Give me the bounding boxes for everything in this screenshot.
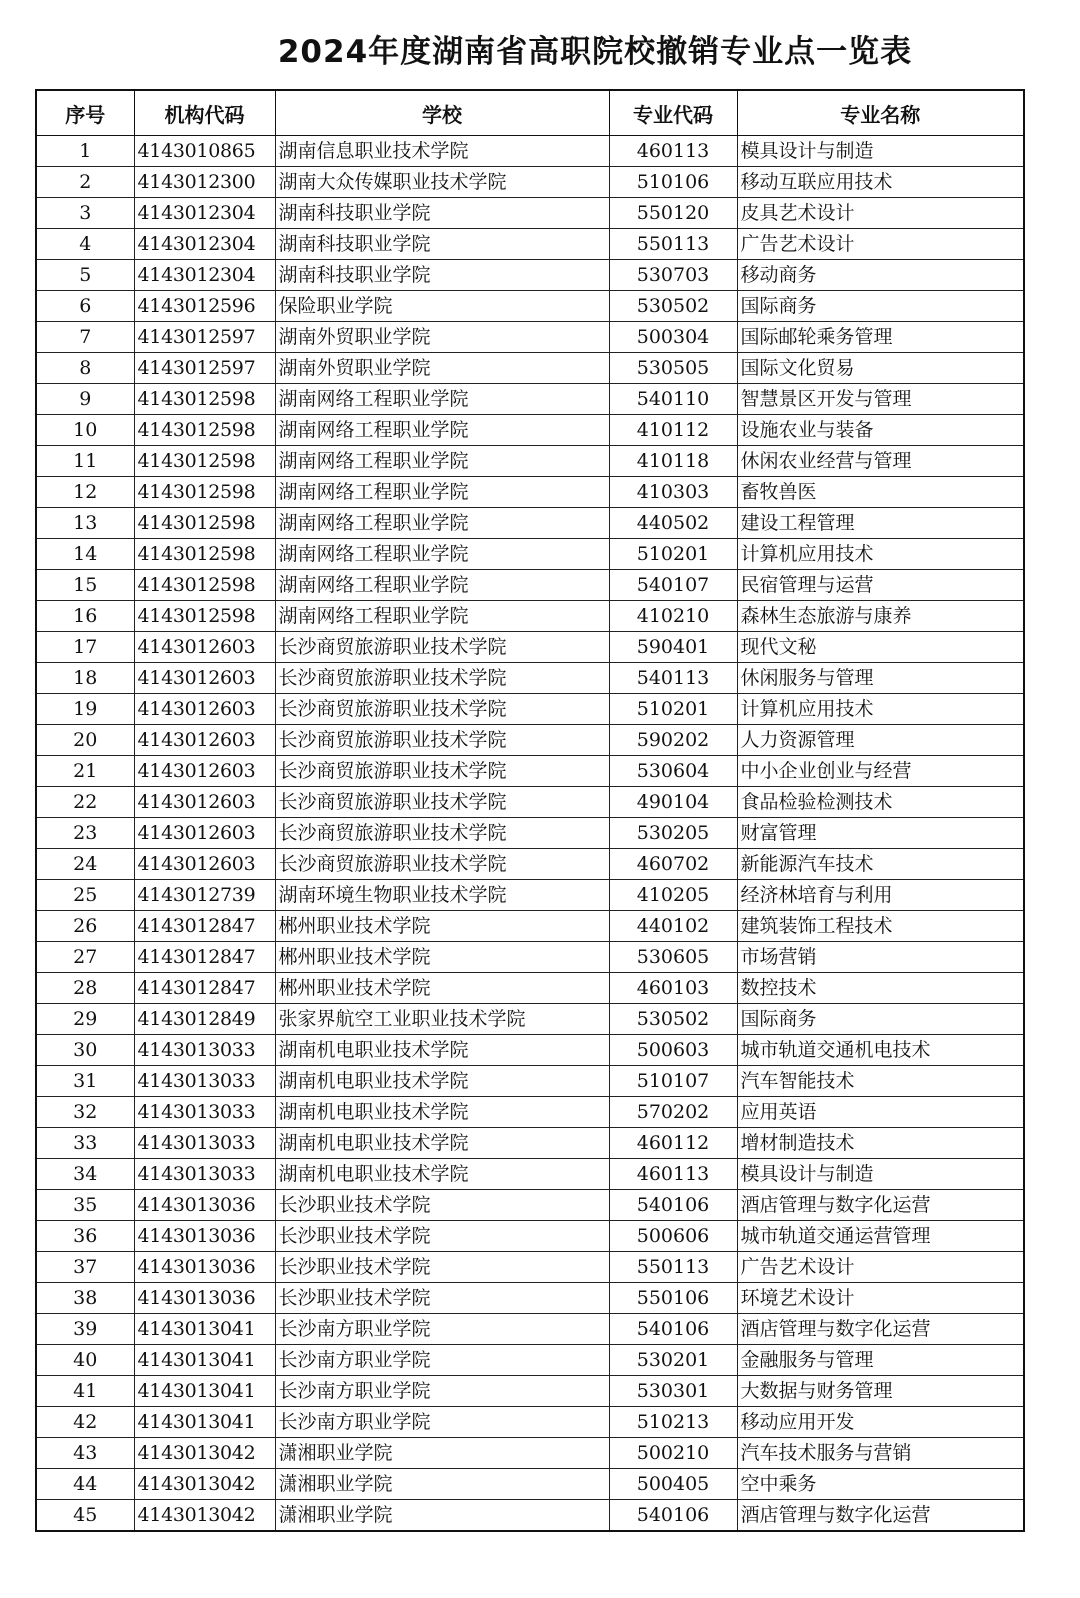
table-row bbox=[36, 1128, 1024, 1159]
table-header-row bbox=[36, 90, 1024, 136]
table-row bbox=[36, 1314, 1024, 1345]
cell-school: 长沙商贸旅游职业技术学院 bbox=[275, 818, 609, 849]
cell-school: 长沙南方职业学院 bbox=[275, 1345, 609, 1376]
header-org-code: 机构代码 bbox=[134, 90, 275, 136]
cell-major-code: 410303 bbox=[609, 477, 737, 508]
cell-org-code: 4143013033 bbox=[134, 1035, 275, 1066]
table-row bbox=[36, 818, 1024, 849]
cell-seq: 16 bbox=[36, 601, 134, 632]
cell-school: 长沙商贸旅游职业技术学院 bbox=[275, 694, 609, 725]
table-row bbox=[36, 570, 1024, 601]
cell-major-name: 设施农业与装备 bbox=[737, 415, 1024, 446]
cell-school: 郴州职业技术学院 bbox=[275, 942, 609, 973]
cell-org-code: 4143012847 bbox=[134, 911, 275, 942]
cell-org-code: 4143012603 bbox=[134, 663, 275, 694]
table-row bbox=[36, 477, 1024, 508]
header-major-name: 专业名称 bbox=[737, 90, 1024, 136]
cell-school: 湖南机电职业技术学院 bbox=[275, 1066, 609, 1097]
cell-org-code: 4143012603 bbox=[134, 818, 275, 849]
cell-seq: 11 bbox=[36, 446, 134, 477]
table-row bbox=[36, 1066, 1024, 1097]
cell-org-code: 4143013041 bbox=[134, 1314, 275, 1345]
cell-school: 长沙职业技术学院 bbox=[275, 1252, 609, 1283]
cell-major-name: 国际商务 bbox=[737, 1004, 1024, 1035]
cell-school: 湖南网络工程职业学院 bbox=[275, 384, 609, 415]
cell-major-code: 410112 bbox=[609, 415, 737, 446]
cell-seq: 13 bbox=[36, 508, 134, 539]
table-row bbox=[36, 1438, 1024, 1469]
cell-org-code: 4143012739 bbox=[134, 880, 275, 911]
cell-major-name: 中小企业创业与经营 bbox=[737, 756, 1024, 787]
cell-seq: 44 bbox=[36, 1469, 134, 1500]
cell-seq: 37 bbox=[36, 1252, 134, 1283]
cell-seq: 8 bbox=[36, 353, 134, 384]
cell-org-code: 4143012598 bbox=[134, 601, 275, 632]
cell-major-name: 建设工程管理 bbox=[737, 508, 1024, 539]
cell-major-code: 510107 bbox=[609, 1066, 737, 1097]
cell-seq: 40 bbox=[36, 1345, 134, 1376]
cell-org-code: 4143012598 bbox=[134, 446, 275, 477]
cell-seq: 31 bbox=[36, 1066, 134, 1097]
cell-major-code: 540113 bbox=[609, 663, 737, 694]
table-row bbox=[36, 1500, 1024, 1532]
cell-school: 湖南机电职业技术学院 bbox=[275, 1128, 609, 1159]
cell-major-name: 计算机应用技术 bbox=[737, 694, 1024, 725]
cell-seq: 5 bbox=[36, 260, 134, 291]
cell-org-code: 4143012603 bbox=[134, 787, 275, 818]
table-row bbox=[36, 1221, 1024, 1252]
cell-major-code: 510213 bbox=[609, 1407, 737, 1438]
cell-school: 湖南网络工程职业学院 bbox=[275, 601, 609, 632]
cell-school: 长沙商贸旅游职业技术学院 bbox=[275, 787, 609, 818]
cell-major-name: 森林生态旅游与康养 bbox=[737, 601, 1024, 632]
cell-school: 湖南外贸职业学院 bbox=[275, 353, 609, 384]
table-row bbox=[36, 663, 1024, 694]
table-row bbox=[36, 756, 1024, 787]
cell-school: 湖南网络工程职业学院 bbox=[275, 415, 609, 446]
cell-org-code: 4143012847 bbox=[134, 942, 275, 973]
header-school: 学校 bbox=[275, 90, 609, 136]
cell-major-code: 460103 bbox=[609, 973, 737, 1004]
header-major-code: 专业代码 bbox=[609, 90, 737, 136]
cell-major-code: 530605 bbox=[609, 942, 737, 973]
cell-major-name: 新能源汽车技术 bbox=[737, 849, 1024, 880]
cell-seq: 12 bbox=[36, 477, 134, 508]
cell-major-name: 移动互联应用技术 bbox=[737, 167, 1024, 198]
cell-seq: 43 bbox=[36, 1438, 134, 1469]
cell-seq: 7 bbox=[36, 322, 134, 353]
cell-major-name: 国际商务 bbox=[737, 291, 1024, 322]
cell-major-code: 410210 bbox=[609, 601, 737, 632]
cell-seq: 22 bbox=[36, 787, 134, 818]
cell-major-code: 590401 bbox=[609, 632, 737, 663]
cell-seq: 10 bbox=[36, 415, 134, 446]
cell-school: 长沙职业技术学院 bbox=[275, 1221, 609, 1252]
cell-major-name: 汽车技术服务与营销 bbox=[737, 1438, 1024, 1469]
table-row bbox=[36, 911, 1024, 942]
cell-seq: 27 bbox=[36, 942, 134, 973]
cell-major-name: 人力资源管理 bbox=[737, 725, 1024, 756]
cell-major-code: 440102 bbox=[609, 911, 737, 942]
cell-major-name: 皮具艺术设计 bbox=[737, 198, 1024, 229]
cell-seq: 32 bbox=[36, 1097, 134, 1128]
table-row bbox=[36, 725, 1024, 756]
cell-org-code: 4143012849 bbox=[134, 1004, 275, 1035]
cell-org-code: 4143013036 bbox=[134, 1221, 275, 1252]
cell-seq: 25 bbox=[36, 880, 134, 911]
table-row bbox=[36, 291, 1024, 322]
cell-org-code: 4143012598 bbox=[134, 415, 275, 446]
cell-major-code: 500405 bbox=[609, 1469, 737, 1500]
cell-school: 潇湘职业学院 bbox=[275, 1438, 609, 1469]
cell-seq: 26 bbox=[36, 911, 134, 942]
cell-major-name: 大数据与财务管理 bbox=[737, 1376, 1024, 1407]
table-row bbox=[36, 1469, 1024, 1500]
table-row bbox=[36, 942, 1024, 973]
cell-seq: 34 bbox=[36, 1159, 134, 1190]
table-row bbox=[36, 1252, 1024, 1283]
cell-school: 郴州职业技术学院 bbox=[275, 973, 609, 1004]
cell-major-name: 建筑装饰工程技术 bbox=[737, 911, 1024, 942]
cell-school: 长沙南方职业学院 bbox=[275, 1376, 609, 1407]
cell-major-code: 530205 bbox=[609, 818, 737, 849]
cell-major-name: 增材制造技术 bbox=[737, 1128, 1024, 1159]
cell-org-code: 4143013036 bbox=[134, 1283, 275, 1314]
table-row bbox=[36, 694, 1024, 725]
cell-major-code: 540106 bbox=[609, 1500, 737, 1532]
cell-major-name: 城市轨道交通机电技术 bbox=[737, 1035, 1024, 1066]
cell-school: 湖南网络工程职业学院 bbox=[275, 508, 609, 539]
cell-org-code: 4143013041 bbox=[134, 1345, 275, 1376]
table-row bbox=[36, 1097, 1024, 1128]
cell-org-code: 4143012597 bbox=[134, 353, 275, 384]
cell-org-code: 4143012603 bbox=[134, 632, 275, 663]
cell-major-name: 经济林培育与利用 bbox=[737, 880, 1024, 911]
cell-major-code: 530201 bbox=[609, 1345, 737, 1376]
cell-major-name: 财富管理 bbox=[737, 818, 1024, 849]
cell-org-code: 4143013036 bbox=[134, 1190, 275, 1221]
cell-school: 潇湘职业学院 bbox=[275, 1500, 609, 1532]
cell-seq: 9 bbox=[36, 384, 134, 415]
cell-major-name: 国际邮轮乘务管理 bbox=[737, 322, 1024, 353]
cell-major-name: 应用英语 bbox=[737, 1097, 1024, 1128]
cell-school: 湖南外贸职业学院 bbox=[275, 322, 609, 353]
table-row bbox=[36, 322, 1024, 353]
cell-major-name: 移动商务 bbox=[737, 260, 1024, 291]
table-row bbox=[36, 1345, 1024, 1376]
table-body bbox=[36, 136, 1024, 1532]
cell-school: 长沙商贸旅游职业技术学院 bbox=[275, 756, 609, 787]
cell-major-code: 530502 bbox=[609, 291, 737, 322]
cell-org-code: 4143010865 bbox=[134, 136, 275, 167]
cell-school: 张家界航空工业职业技术学院 bbox=[275, 1004, 609, 1035]
cell-major-code: 540107 bbox=[609, 570, 737, 601]
cell-school: 长沙南方职业学院 bbox=[275, 1314, 609, 1345]
cell-org-code: 4143012596 bbox=[134, 291, 275, 322]
cell-seq: 23 bbox=[36, 818, 134, 849]
table-row bbox=[36, 1004, 1024, 1035]
cell-major-code: 500606 bbox=[609, 1221, 737, 1252]
cell-org-code: 4143012598 bbox=[134, 384, 275, 415]
cell-org-code: 4143013033 bbox=[134, 1128, 275, 1159]
table-row bbox=[36, 167, 1024, 198]
cell-major-name: 广告艺术设计 bbox=[737, 1252, 1024, 1283]
cell-school: 湖南网络工程职业学院 bbox=[275, 570, 609, 601]
cell-school: 湖南科技职业学院 bbox=[275, 260, 609, 291]
cell-major-name: 现代文秘 bbox=[737, 632, 1024, 663]
cell-seq: 19 bbox=[36, 694, 134, 725]
cell-major-name: 国际文化贸易 bbox=[737, 353, 1024, 384]
cell-major-name: 移动应用开发 bbox=[737, 1407, 1024, 1438]
cell-major-code: 460702 bbox=[609, 849, 737, 880]
cell-major-code: 510201 bbox=[609, 539, 737, 570]
cell-seq: 18 bbox=[36, 663, 134, 694]
cell-seq: 15 bbox=[36, 570, 134, 601]
cell-seq: 38 bbox=[36, 1283, 134, 1314]
cell-major-code: 500210 bbox=[609, 1438, 737, 1469]
cell-org-code: 4143012598 bbox=[134, 508, 275, 539]
cell-org-code: 4143013041 bbox=[134, 1376, 275, 1407]
majors-table bbox=[35, 89, 1025, 1532]
cell-major-code: 590202 bbox=[609, 725, 737, 756]
cell-school: 长沙商贸旅游职业技术学院 bbox=[275, 663, 609, 694]
cell-major-code: 460113 bbox=[609, 136, 737, 167]
cell-major-code: 550120 bbox=[609, 198, 737, 229]
cell-major-code: 570202 bbox=[609, 1097, 737, 1128]
cell-major-name: 模具设计与制造 bbox=[737, 136, 1024, 167]
cell-major-code: 460113 bbox=[609, 1159, 737, 1190]
cell-major-code: 490104 bbox=[609, 787, 737, 818]
cell-seq: 3 bbox=[36, 198, 134, 229]
cell-major-code: 530604 bbox=[609, 756, 737, 787]
cell-major-name: 休闲服务与管理 bbox=[737, 663, 1024, 694]
cell-school: 潇湘职业学院 bbox=[275, 1469, 609, 1500]
cell-org-code: 4143012300 bbox=[134, 167, 275, 198]
cell-org-code: 4143012603 bbox=[134, 694, 275, 725]
cell-major-name: 模具设计与制造 bbox=[737, 1159, 1024, 1190]
cell-org-code: 4143012603 bbox=[134, 756, 275, 787]
table-row bbox=[36, 1283, 1024, 1314]
cell-school: 长沙商贸旅游职业技术学院 bbox=[275, 849, 609, 880]
table-row bbox=[36, 260, 1024, 291]
table-row bbox=[36, 353, 1024, 384]
cell-seq: 4 bbox=[36, 229, 134, 260]
cell-school: 湖南环境生物职业技术学院 bbox=[275, 880, 609, 911]
cell-major-code: 530301 bbox=[609, 1376, 737, 1407]
cell-school: 湖南大众传媒职业技术学院 bbox=[275, 167, 609, 198]
cell-major-code: 540110 bbox=[609, 384, 737, 415]
cell-major-name: 环境艺术设计 bbox=[737, 1283, 1024, 1314]
cell-school: 湖南信息职业技术学院 bbox=[275, 136, 609, 167]
cell-major-code: 440502 bbox=[609, 508, 737, 539]
cell-school: 湖南机电职业技术学院 bbox=[275, 1159, 609, 1190]
cell-seq: 14 bbox=[36, 539, 134, 570]
cell-major-code: 540106 bbox=[609, 1190, 737, 1221]
cell-major-name: 汽车智能技术 bbox=[737, 1066, 1024, 1097]
cell-seq: 2 bbox=[36, 167, 134, 198]
table-row bbox=[36, 508, 1024, 539]
cell-org-code: 4143013033 bbox=[134, 1159, 275, 1190]
cell-school: 长沙商贸旅游职业技术学院 bbox=[275, 632, 609, 663]
cell-major-name: 广告艺术设计 bbox=[737, 229, 1024, 260]
table-row bbox=[36, 1190, 1024, 1221]
cell-school: 湖南网络工程职业学院 bbox=[275, 539, 609, 570]
cell-school: 湖南机电职业技术学院 bbox=[275, 1035, 609, 1066]
cell-seq: 30 bbox=[36, 1035, 134, 1066]
cell-org-code: 4143013042 bbox=[134, 1469, 275, 1500]
table-row bbox=[36, 136, 1024, 167]
cell-seq: 41 bbox=[36, 1376, 134, 1407]
cell-org-code: 4143012304 bbox=[134, 198, 275, 229]
cell-seq: 36 bbox=[36, 1221, 134, 1252]
cell-org-code: 4143012603 bbox=[134, 725, 275, 756]
cell-major-code: 550113 bbox=[609, 229, 737, 260]
table-row bbox=[36, 973, 1024, 1004]
cell-seq: 33 bbox=[36, 1128, 134, 1159]
cell-seq: 45 bbox=[36, 1500, 134, 1532]
cell-org-code: 4143012598 bbox=[134, 539, 275, 570]
cell-org-code: 4143012304 bbox=[134, 260, 275, 291]
table-row bbox=[36, 415, 1024, 446]
cell-major-name: 计算机应用技术 bbox=[737, 539, 1024, 570]
cell-major-code: 550113 bbox=[609, 1252, 737, 1283]
cell-org-code: 4143013041 bbox=[134, 1407, 275, 1438]
cell-org-code: 4143012603 bbox=[134, 849, 275, 880]
cell-org-code: 4143013036 bbox=[134, 1252, 275, 1283]
cell-major-name: 民宿管理与运营 bbox=[737, 570, 1024, 601]
cell-org-code: 4143012597 bbox=[134, 322, 275, 353]
cell-major-code: 500603 bbox=[609, 1035, 737, 1066]
table-row bbox=[36, 1407, 1024, 1438]
table-row bbox=[36, 880, 1024, 911]
cell-major-name: 畜牧兽医 bbox=[737, 477, 1024, 508]
page-title: 2024年度湖南省高职院校撤销专业点一览表 bbox=[277, 34, 913, 70]
cell-school: 长沙南方职业学院 bbox=[275, 1407, 609, 1438]
cell-org-code: 4143013033 bbox=[134, 1066, 275, 1097]
cell-major-code: 530505 bbox=[609, 353, 737, 384]
cell-major-name: 酒店管理与数字化运营 bbox=[737, 1500, 1024, 1532]
cell-org-code: 4143012304 bbox=[134, 229, 275, 260]
cell-seq: 21 bbox=[36, 756, 134, 787]
cell-major-name: 食品检验检测技术 bbox=[737, 787, 1024, 818]
cell-major-name: 酒店管理与数字化运营 bbox=[737, 1314, 1024, 1345]
cell-major-code: 550106 bbox=[609, 1283, 737, 1314]
cell-major-name: 空中乘务 bbox=[737, 1469, 1024, 1500]
table-row bbox=[36, 1159, 1024, 1190]
cell-seq: 28 bbox=[36, 973, 134, 1004]
header-seq: 序号 bbox=[36, 90, 134, 136]
cell-org-code: 4143012598 bbox=[134, 570, 275, 601]
cell-major-name: 酒店管理与数字化运营 bbox=[737, 1190, 1024, 1221]
cell-school: 湖南科技职业学院 bbox=[275, 198, 609, 229]
cell-org-code: 4143013033 bbox=[134, 1097, 275, 1128]
cell-school: 保险职业学院 bbox=[275, 291, 609, 322]
table-row bbox=[36, 446, 1024, 477]
cell-major-name: 金融服务与管理 bbox=[737, 1345, 1024, 1376]
cell-seq: 42 bbox=[36, 1407, 134, 1438]
cell-major-code: 510106 bbox=[609, 167, 737, 198]
cell-school: 湖南科技职业学院 bbox=[275, 229, 609, 260]
table-row bbox=[36, 229, 1024, 260]
cell-major-name: 数控技术 bbox=[737, 973, 1024, 1004]
cell-major-code: 410118 bbox=[609, 446, 737, 477]
table-row bbox=[36, 787, 1024, 818]
cell-school: 湖南网络工程职业学院 bbox=[275, 446, 609, 477]
table-row bbox=[36, 1035, 1024, 1066]
cell-major-name: 市场营销 bbox=[737, 942, 1024, 973]
cell-seq: 29 bbox=[36, 1004, 134, 1035]
cell-major-name: 智慧景区开发与管理 bbox=[737, 384, 1024, 415]
cell-major-code: 410205 bbox=[609, 880, 737, 911]
cell-major-code: 530502 bbox=[609, 1004, 737, 1035]
table-row bbox=[36, 198, 1024, 229]
table-row bbox=[36, 539, 1024, 570]
cell-org-code: 4143013042 bbox=[134, 1438, 275, 1469]
table-row bbox=[36, 849, 1024, 880]
cell-seq: 35 bbox=[36, 1190, 134, 1221]
cell-major-code: 460112 bbox=[609, 1128, 737, 1159]
table-row bbox=[36, 601, 1024, 632]
cell-seq: 6 bbox=[36, 291, 134, 322]
cell-school: 长沙职业技术学院 bbox=[275, 1190, 609, 1221]
cell-org-code: 4143013042 bbox=[134, 1500, 275, 1532]
cell-major-code: 530703 bbox=[609, 260, 737, 291]
cell-seq: 20 bbox=[36, 725, 134, 756]
cell-seq: 39 bbox=[36, 1314, 134, 1345]
table-row bbox=[36, 1376, 1024, 1407]
cell-seq: 17 bbox=[36, 632, 134, 663]
cell-school: 长沙商贸旅游职业技术学院 bbox=[275, 725, 609, 756]
cell-seq: 1 bbox=[36, 136, 134, 167]
cell-school: 长沙职业技术学院 bbox=[275, 1283, 609, 1314]
cell-org-code: 4143012598 bbox=[134, 477, 275, 508]
cell-major-code: 510201 bbox=[609, 694, 737, 725]
cell-school: 湖南机电职业技术学院 bbox=[275, 1097, 609, 1128]
cell-org-code: 4143012847 bbox=[134, 973, 275, 1004]
cell-school: 郴州职业技术学院 bbox=[275, 911, 609, 942]
cell-seq: 24 bbox=[36, 849, 134, 880]
cell-major-name: 休闲农业经营与管理 bbox=[737, 446, 1024, 477]
cell-major-name: 城市轨道交通运营管理 bbox=[737, 1221, 1024, 1252]
table-row bbox=[36, 384, 1024, 415]
cell-major-code: 540106 bbox=[609, 1314, 737, 1345]
cell-major-code: 500304 bbox=[609, 322, 737, 353]
cell-school: 湖南网络工程职业学院 bbox=[275, 477, 609, 508]
table-row bbox=[36, 632, 1024, 663]
